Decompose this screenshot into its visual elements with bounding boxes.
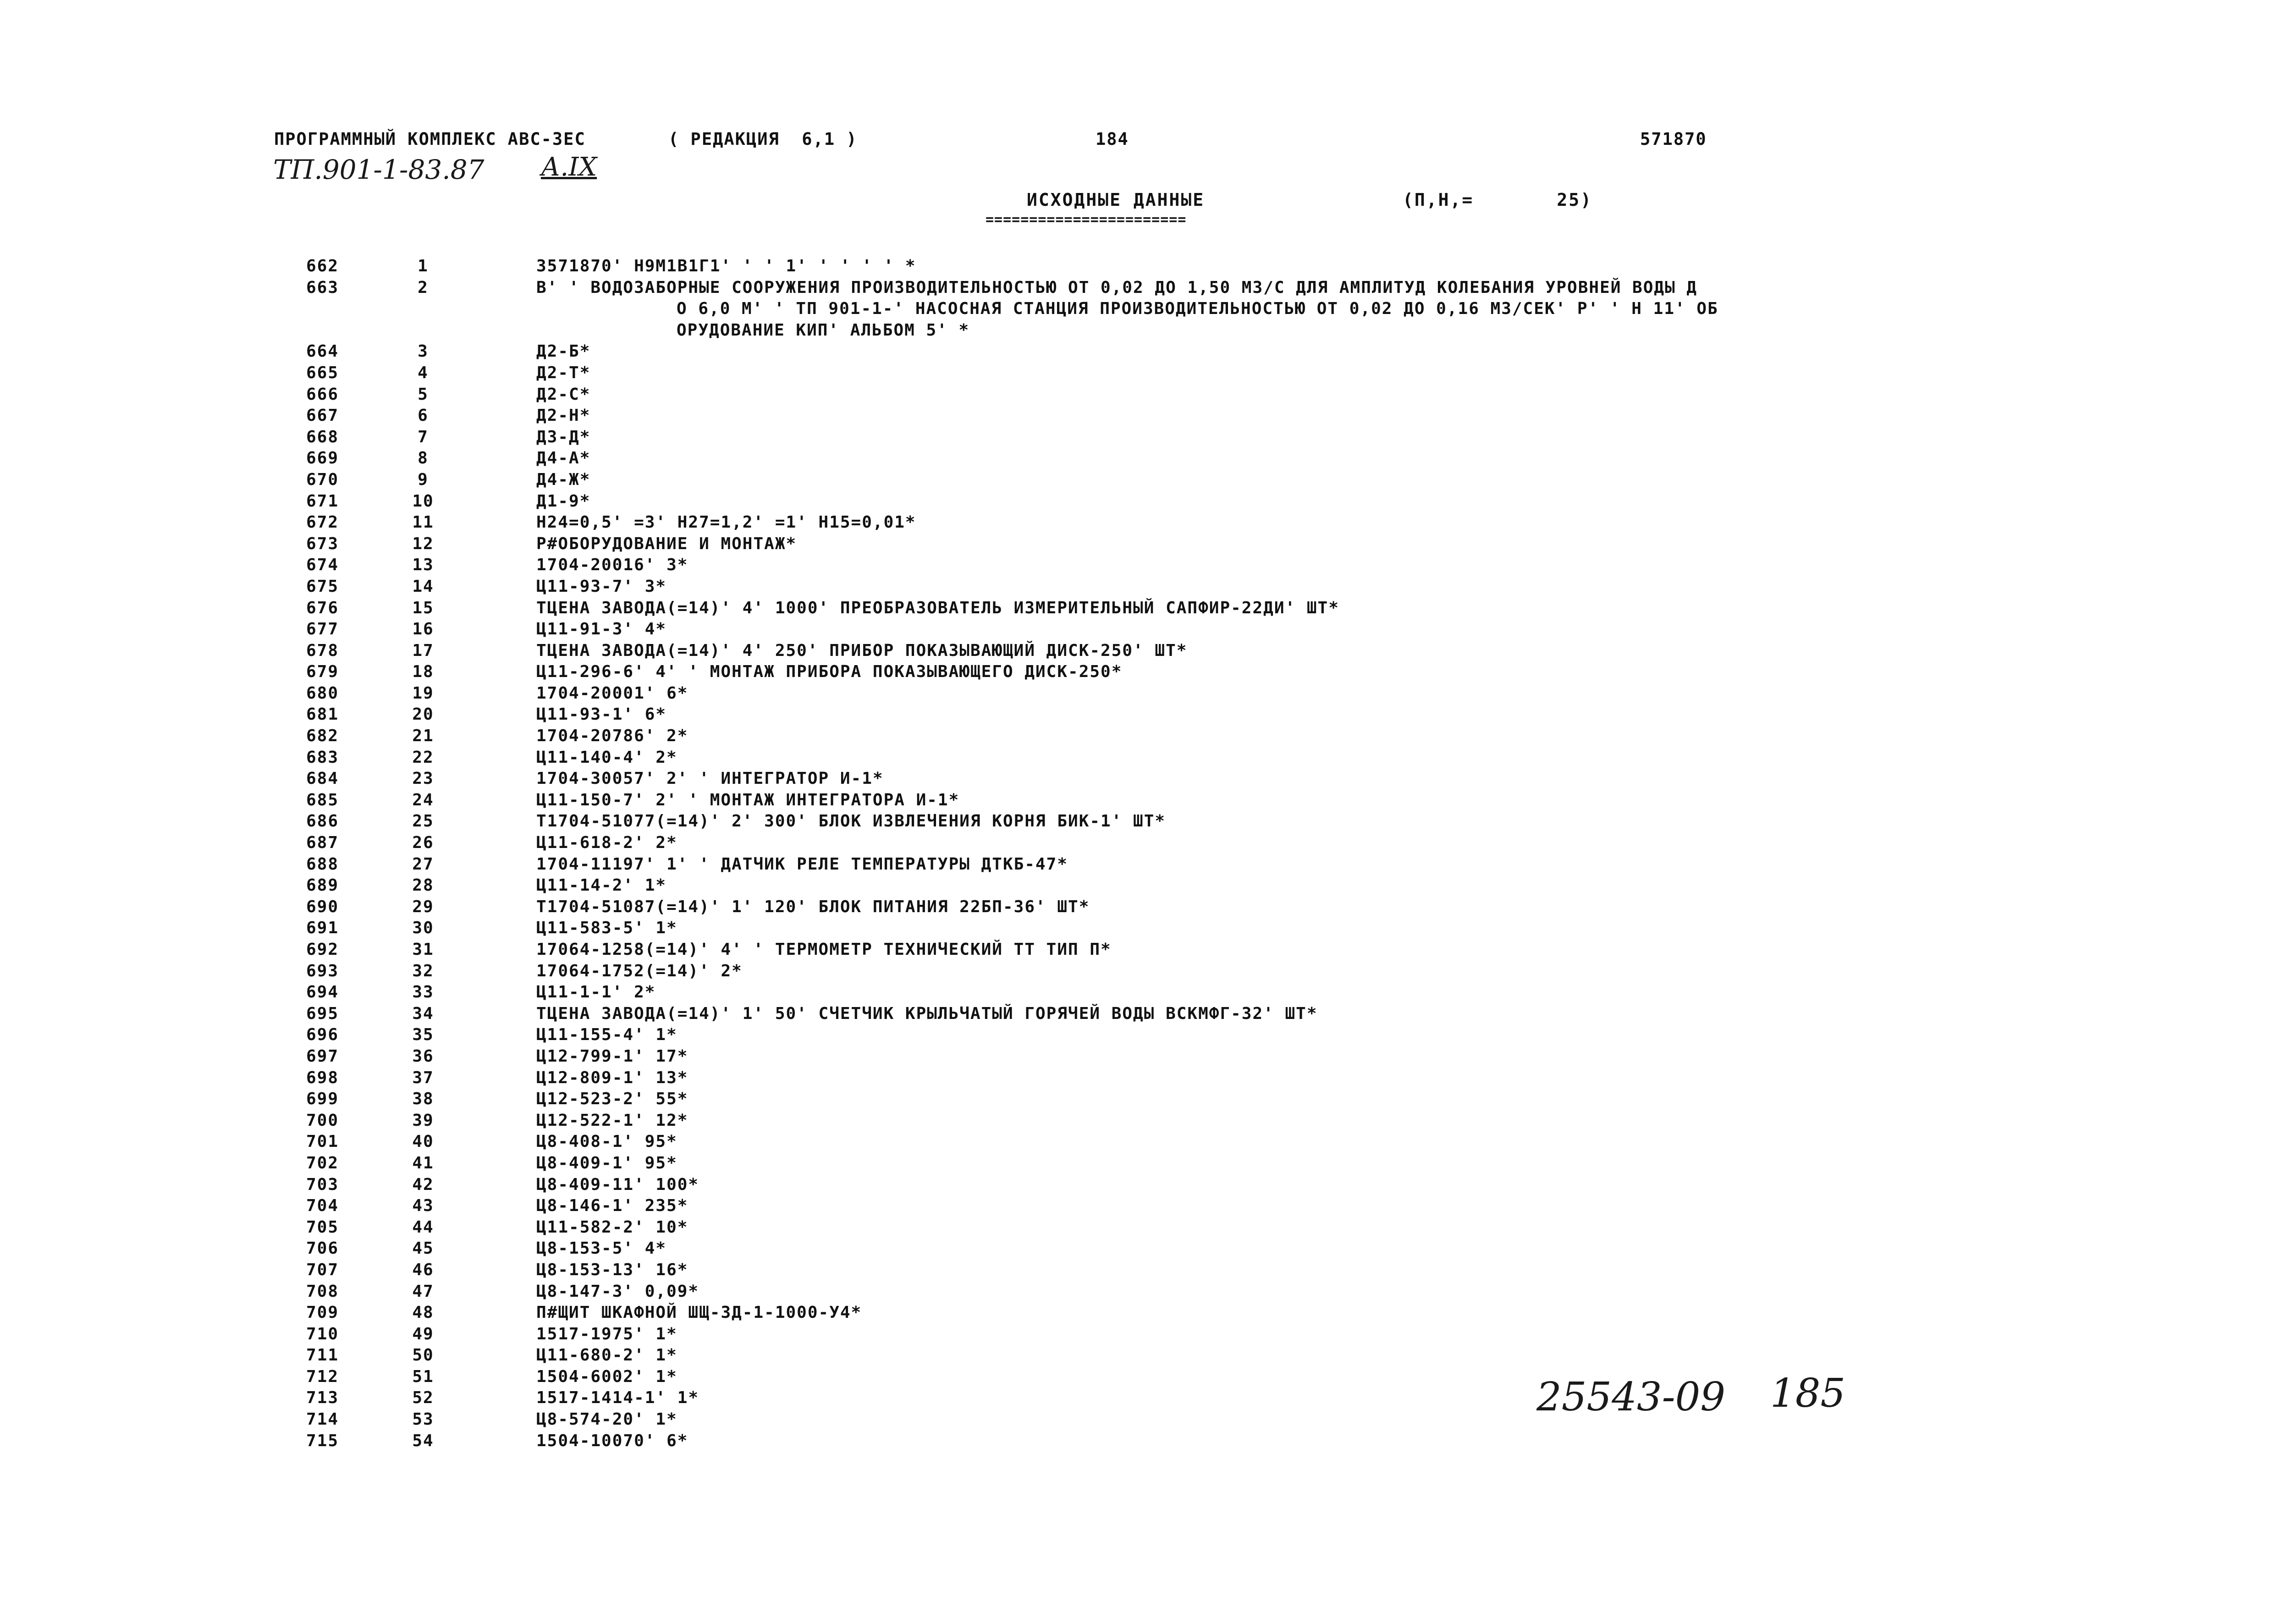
row-text: Ц8-147-3' 0,09* [536, 1282, 699, 1301]
listing-row [0, 1068, 2274, 1089]
listing-row [0, 405, 2274, 427]
listing-row [0, 811, 2274, 832]
row-text: Ц8-146-1' 235* [536, 1196, 688, 1216]
row-line-number: 2 [418, 278, 429, 297]
row-line-number: 25 [412, 812, 434, 831]
row-line-number: 9 [418, 470, 429, 489]
row-sequence-number: 695 [306, 1004, 339, 1023]
listing-row [0, 854, 2274, 875]
row-line-number: 51 [412, 1367, 434, 1386]
row-sequence-number: 669 [306, 449, 339, 468]
row-sequence-number: 692 [306, 940, 339, 959]
row-line-number: 16 [412, 620, 434, 639]
listing-row [0, 939, 2274, 961]
row-line-number: 22 [412, 748, 434, 767]
listing-row [0, 384, 2274, 406]
row-sequence-number: 672 [306, 513, 339, 532]
row-line-number: 33 [412, 983, 434, 1002]
row-line-number: 40 [412, 1132, 434, 1151]
listing-row [0, 1153, 2274, 1174]
listing-row [0, 576, 2274, 598]
section-title: ИСХОДНЫЕ ДАННЫЕ [1027, 190, 1205, 210]
listing-row [0, 1366, 2274, 1388]
row-text: Ц11-583-5' 1* [536, 919, 677, 938]
row-text: 1704-30057' 2' ' ИНТЕГРАТОР И-1* [536, 769, 884, 788]
row-text: Р#ОБОРУДОВАНИЕ И МОНТАЖ* [536, 534, 797, 553]
row-line-number: 34 [412, 1004, 434, 1023]
listing-row [0, 640, 2274, 662]
listing-row [0, 427, 2274, 448]
row-sequence-number: 693 [306, 961, 339, 980]
row-sequence-number: 703 [306, 1175, 339, 1194]
row-sequence-number: 699 [306, 1090, 339, 1109]
row-line-number: 1 [418, 257, 429, 275]
row-line-number: 48 [412, 1303, 434, 1322]
row-sequence-number: 706 [306, 1239, 339, 1258]
row-text: Ц11-140-4' 2* [536, 748, 677, 767]
row-line-number: 19 [412, 683, 434, 703]
listing-row [0, 790, 2274, 811]
row-text: Ц11-680-2' 1* [536, 1346, 677, 1365]
listing-row [0, 704, 2274, 726]
row-text: Ц11-618-2' 2* [536, 833, 677, 853]
row-text: ТЦЕНА ЗАВОДА(=14)' 4' 1000' ПРЕОБРАЗОВАТЕЛЬ ИЗМЕРИТЕЛЬНЫЙ САПФИР-22ДИ' ШТ* [536, 598, 1339, 617]
row-sequence-number: 674 [306, 556, 339, 575]
listing-row [0, 1387, 2274, 1409]
row-line-number: 49 [412, 1324, 434, 1343]
listing-row [0, 1324, 2274, 1345]
row-sequence-number: 712 [306, 1367, 339, 1386]
row-text: О 6,0 М' ' ТП 901-1-' НАСОСНАЯ СТАНЦИЯ ПРОИЗВОДИТЕЛЬНОСТЬЮ ОТ 0,02 ДО 0,16 М3/СЕК' Р' ' Н 11' ОБ [677, 299, 1718, 319]
row-text: Ц11-155-4' 1* [536, 1025, 677, 1045]
row-sequence-number: 701 [306, 1132, 339, 1151]
row-line-number: 13 [412, 556, 434, 575]
row-text: 1517-1975' 1* [536, 1324, 677, 1343]
row-text: 1704-11197' 1' ' ДАТЧИК РЕЛЕ ТЕМПЕРАТУРЫ ДТКБ-47* [536, 854, 1068, 874]
row-text: 1504-10070' 6* [536, 1431, 688, 1450]
listing-row [0, 1217, 2274, 1239]
row-sequence-number: 682 [306, 727, 339, 746]
listing-row [0, 661, 2274, 683]
row-line-number: 47 [412, 1282, 434, 1301]
row-text: Д2-Т* [536, 363, 591, 382]
row-line-number: 30 [412, 919, 434, 938]
document-code: 571870 [1640, 129, 1707, 149]
page-number: 184 [1096, 129, 1129, 149]
row-sequence-number: 694 [306, 983, 339, 1002]
row-text: Ц12-523-2' 55* [536, 1090, 688, 1109]
row-sequence-number: 671 [306, 491, 339, 511]
row-line-number: 26 [412, 833, 434, 853]
row-text: Ц8-408-1' 95* [536, 1132, 677, 1151]
row-text: Ц12-809-1' 13* [536, 1068, 688, 1087]
row-text: Д4-А* [536, 449, 591, 468]
row-line-number: 11 [412, 513, 434, 532]
row-sequence-number: 664 [306, 342, 339, 361]
row-text: Ц12-522-1' 12* [536, 1111, 688, 1130]
row-line-number: 53 [412, 1410, 434, 1429]
listing-row [0, 961, 2274, 982]
row-text: 3571870' Н9М1В1Г1' ' ' 1' ' ' ' ' * [536, 257, 916, 275]
row-line-number: 41 [412, 1153, 434, 1173]
row-line-number: 17 [412, 641, 434, 660]
row-sequence-number: 680 [306, 683, 339, 703]
row-text: 1704-20786' 2* [536, 727, 688, 746]
row-sequence-number: 710 [306, 1324, 339, 1343]
row-text: Д2-Н* [536, 406, 591, 425]
listing-row [0, 491, 2274, 512]
row-line-number: 14 [412, 577, 434, 596]
row-sequence-number: 702 [306, 1153, 339, 1173]
row-sequence-number: 663 [306, 278, 339, 297]
row-text: Ц8-153-5' 4* [536, 1239, 667, 1258]
row-line-number: 29 [412, 897, 434, 916]
row-sequence-number: 683 [306, 748, 339, 767]
row-line-number: 3 [418, 342, 429, 361]
row-text: Ц8-409-1' 95* [536, 1153, 677, 1173]
row-sequence-number: 677 [306, 620, 339, 639]
row-line-number: 36 [412, 1046, 434, 1066]
row-text: Д1-9* [536, 491, 591, 511]
listing-row [0, 1046, 2274, 1068]
listing-row [0, 1431, 2274, 1452]
row-sequence-number: 662 [306, 257, 339, 275]
listing-continuation-line [0, 320, 2274, 341]
row-line-number: 7 [418, 427, 429, 446]
row-line-number: 4 [418, 363, 429, 382]
listing-row [0, 1302, 2274, 1324]
listing-row [0, 512, 2274, 534]
listing-row [0, 1281, 2274, 1303]
row-line-number: 39 [412, 1111, 434, 1130]
row-sequence-number: 713 [306, 1388, 339, 1408]
row-sequence-number: 679 [306, 662, 339, 682]
row-line-number: 28 [412, 876, 434, 895]
row-line-number: 32 [412, 961, 434, 980]
row-text: Ц11-296-6' 4' ' МОНТАЖ ПРИБОРА ПОКАЗЫВАЮЩЕГО ДИСК-250* [536, 662, 1123, 682]
section-parameters: (П,Н,= 25) [1403, 190, 1593, 210]
row-sequence-number: 714 [306, 1410, 339, 1429]
row-line-number: 27 [412, 854, 434, 874]
row-text: П#ЩИТ ШКАФНОЙ ШЩ-ЗД-1-1000-У4* [536, 1303, 862, 1322]
row-line-number: 10 [412, 491, 434, 511]
row-sequence-number: 690 [306, 897, 339, 916]
row-sequence-number: 678 [306, 641, 339, 660]
listing-row [0, 598, 2274, 619]
row-line-number: 8 [418, 449, 429, 468]
row-line-number: 24 [412, 790, 434, 809]
row-line-number: 21 [412, 727, 434, 746]
row-line-number: 46 [412, 1260, 434, 1279]
row-text: Ц8-153-13' 16* [536, 1260, 688, 1279]
listing-row [0, 1089, 2274, 1110]
row-sequence-number: 696 [306, 1025, 339, 1045]
album-reference: А.IX [541, 152, 597, 182]
row-line-number: 6 [418, 406, 429, 425]
data-listing [0, 256, 2274, 1452]
row-text: ОРУДОВАНИЕ КИП' АЛЬБОМ 5' * [677, 320, 970, 340]
row-line-number: 43 [412, 1196, 434, 1216]
listing-row [0, 277, 2274, 299]
listing-row [0, 555, 2274, 576]
row-text: 17064-1752(=14)' 2* [536, 961, 743, 980]
row-text: Ц11-91-3' 4* [536, 620, 667, 639]
row-text: Ц11-14-2' 1* [536, 876, 667, 895]
row-text: В' ' ВОДОЗАБОРНЫЕ СООРУЖЕНИЯ ПРОИЗВОДИТЕЛЬНОСТЬЮ ОТ 0,02 ДО 1,50 М3/С ДЛЯ АМПЛИТУД КОЛЕБАНИЯ УРОВНЕЙ ВОДЫ Д [536, 278, 1698, 297]
row-sequence-number: 681 [306, 705, 339, 724]
stamp-number: 25543-09 [1536, 1374, 1726, 1420]
row-text: 17064-1258(=14)' 4' ' ТЕРМОМЕТР ТЕХНИЧЕСКИЙ ТТ ТИП П* [536, 940, 1112, 959]
row-sequence-number: 697 [306, 1046, 339, 1066]
listing-row [0, 918, 2274, 939]
row-text: Ц8-574-20' 1* [536, 1410, 677, 1429]
row-text: 1704-20001' 6* [536, 683, 688, 703]
listing-row [0, 469, 2274, 491]
listing-row [0, 1131, 2274, 1153]
row-text: Т1704-51077(=14)' 2' 300' БЛОК ИЗВЛЕЧЕНИЯ КОРНЯ БИК-1' ШТ* [536, 812, 1166, 831]
row-sequence-number: 700 [306, 1111, 339, 1130]
listing-row [0, 982, 2274, 1003]
listing-row [0, 1345, 2274, 1366]
row-text: Д3-Д* [536, 427, 591, 446]
row-text: Д2-С* [536, 385, 591, 404]
listing-row [0, 1003, 2274, 1025]
row-line-number: 20 [412, 705, 434, 724]
program-name: ПРОГРАММНЫЙ КОМПЛЕКС АВС-3ЕС [274, 129, 586, 149]
row-line-number: 52 [412, 1388, 434, 1408]
row-line-number: 45 [412, 1239, 434, 1258]
row-sequence-number: 668 [306, 427, 339, 446]
listing-row [0, 747, 2274, 769]
row-sequence-number: 704 [306, 1196, 339, 1216]
row-text: Ц11-93-7' 3* [536, 577, 667, 596]
edition-label: ( РЕДАКЦИЯ 6,1 ) [668, 129, 858, 149]
listing-row [0, 1174, 2274, 1196]
row-line-number: 44 [412, 1217, 434, 1237]
listing-row [0, 832, 2274, 854]
row-text: Ц11-1-1' 2* [536, 983, 656, 1002]
row-line-number: 12 [412, 534, 434, 553]
row-text: 1504-6002' 1* [536, 1367, 677, 1386]
row-sequence-number: 698 [306, 1068, 339, 1087]
row-line-number: 23 [412, 769, 434, 788]
row-text: Т1704-51087(=14)' 1' 120' БЛОК ПИТАНИЯ 22БП-36' ШТ* [536, 897, 1090, 916]
row-sequence-number: 685 [306, 790, 339, 809]
row-text: Д4-Ж* [536, 470, 591, 489]
row-text: Ц8-409-11' 100* [536, 1175, 699, 1194]
row-line-number: 38 [412, 1090, 434, 1109]
listing-row [0, 897, 2274, 918]
row-sequence-number: 673 [306, 534, 339, 553]
listing-row [0, 534, 2274, 555]
listing-row [0, 363, 2274, 384]
listing-row [0, 448, 2274, 469]
row-text: ТЦЕНА ЗАВОДА(=14)' 1' 50' СЧЕТЧИК КРЫЛЬЧАТЫЙ ГОРЯЧЕЙ ВОДЫ ВСКМФГ-32' ШТ* [536, 1004, 1318, 1023]
row-text: Н24=0,5' =3' Н27=1,2' =1' Н15=0,01* [536, 513, 916, 532]
row-line-number: 35 [412, 1025, 434, 1045]
row-sequence-number: 715 [306, 1431, 339, 1450]
row-text: Д2-Б* [536, 342, 591, 361]
listing-row [0, 256, 2274, 277]
row-sequence-number: 666 [306, 385, 339, 404]
listing-continuation-line [0, 298, 2274, 320]
sheet-number: 185 [1770, 1371, 1846, 1416]
listing-row [0, 726, 2274, 747]
row-sequence-number: 675 [306, 577, 339, 596]
row-sequence-number: 709 [306, 1303, 339, 1322]
row-sequence-number: 667 [306, 406, 339, 425]
row-line-number: 54 [412, 1431, 434, 1450]
row-line-number: 42 [412, 1175, 434, 1194]
row-text: Ц11-150-7' 2' ' МОНТАЖ ИНТЕГРАТОРА И-1* [536, 790, 960, 809]
row-line-number: 18 [412, 662, 434, 682]
row-sequence-number: 711 [306, 1346, 339, 1365]
row-sequence-number: 708 [306, 1282, 339, 1301]
listing-row [0, 683, 2274, 705]
row-line-number: 15 [412, 598, 434, 617]
section-underline: ======================= [986, 212, 1187, 228]
row-sequence-number: 684 [306, 769, 339, 788]
row-sequence-number: 691 [306, 919, 339, 938]
row-sequence-number: 689 [306, 876, 339, 895]
row-line-number: 31 [412, 940, 434, 959]
row-sequence-number: 686 [306, 812, 339, 831]
row-text: 1517-1414-1' 1* [536, 1388, 699, 1408]
row-text: Ц12-799-1' 17* [536, 1046, 688, 1066]
row-sequence-number: 688 [306, 854, 339, 874]
listing-row [0, 619, 2274, 640]
project-reference: ТП.901-1-83.87 [273, 154, 485, 185]
row-text: Ц11-93-1' 6* [536, 705, 667, 724]
row-sequence-number: 705 [306, 1217, 339, 1237]
row-text: 1704-20016' 3* [536, 556, 688, 575]
row-sequence-number: 707 [306, 1260, 339, 1279]
listing-row [0, 768, 2274, 790]
listing-row [0, 1409, 2274, 1431]
row-line-number: 5 [418, 385, 429, 404]
listing-row [0, 875, 2274, 897]
listing-row [0, 1110, 2274, 1132]
row-sequence-number: 670 [306, 470, 339, 489]
listing-row [0, 1024, 2274, 1046]
listing-row [0, 1238, 2274, 1260]
listing-row [0, 341, 2274, 363]
listing-row [0, 1195, 2274, 1217]
row-line-number: 50 [412, 1346, 434, 1365]
listing-row [0, 1260, 2274, 1281]
row-sequence-number: 676 [306, 598, 339, 617]
row-sequence-number: 687 [306, 833, 339, 853]
row-line-number: 37 [412, 1068, 434, 1087]
row-sequence-number: 665 [306, 363, 339, 382]
row-text: ТЦЕНА ЗАВОДА(=14)' 4' 250' ПРИБОР ПОКАЗЫВАЮЩИЙ ДИСК-250' ШТ* [536, 641, 1188, 660]
row-text: Ц11-582-2' 10* [536, 1217, 688, 1237]
